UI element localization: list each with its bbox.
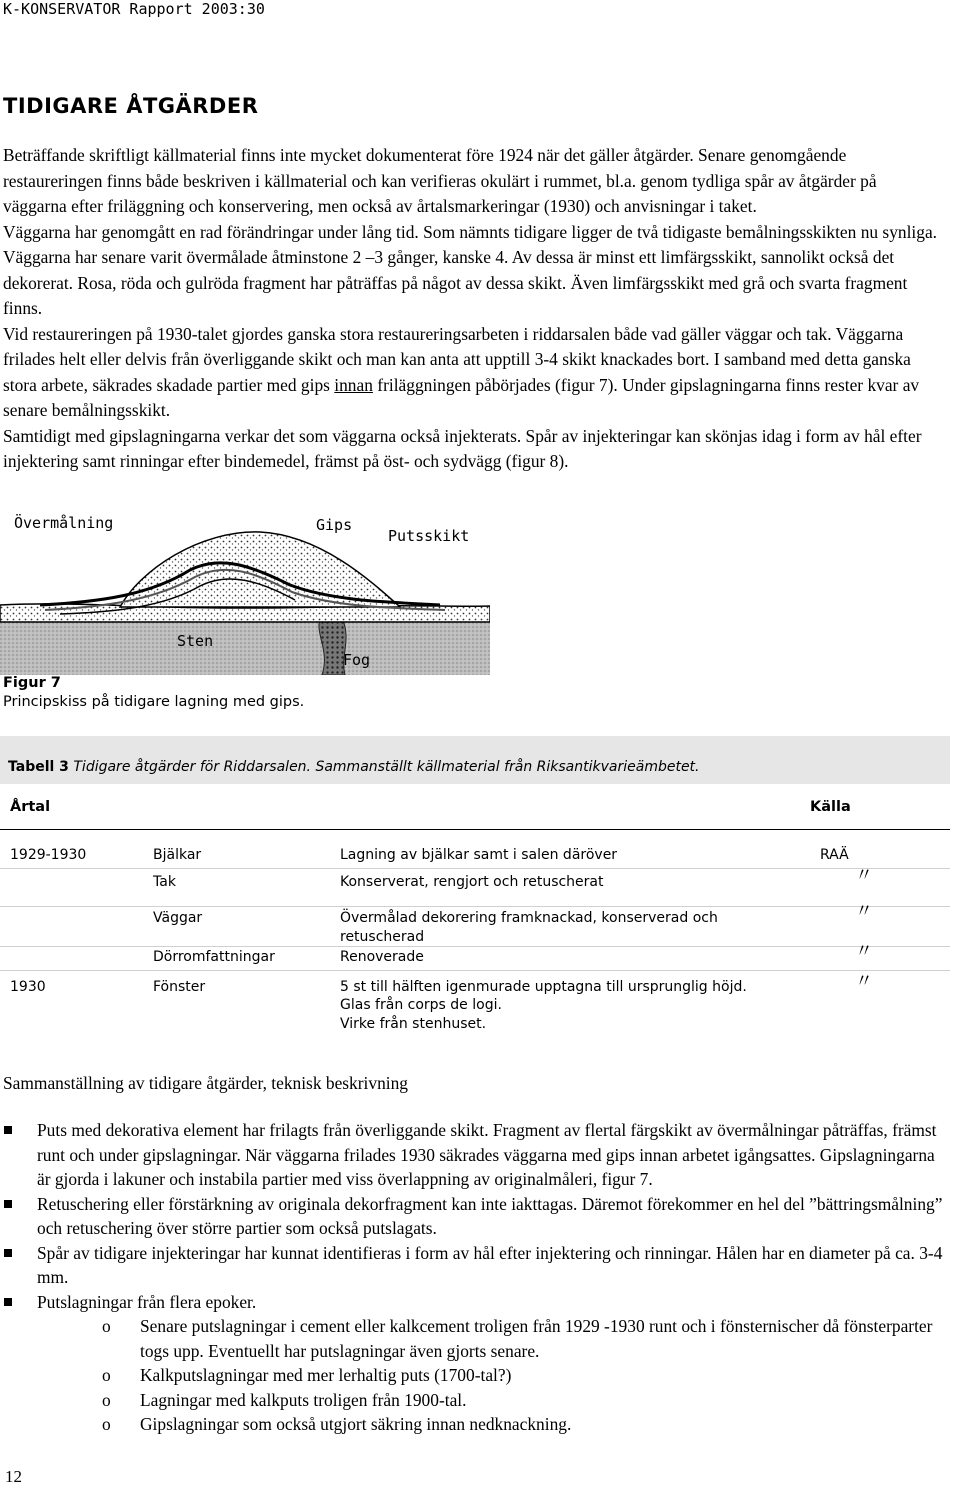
table-row-5-part: Fönster bbox=[153, 979, 206, 995]
sub-list-item bbox=[3, 1363, 948, 1388]
label-putsskikt: Putsskikt bbox=[388, 527, 470, 545]
label-overpaint: Övermålning bbox=[14, 514, 114, 532]
table-row-2-desc: Konserverat, rengjort och retuscherat bbox=[340, 874, 604, 890]
table-row-1-part: Bjälkar bbox=[153, 847, 202, 863]
summary-heading: Sammanställning av tidigare åtgärder, teknisk beskrivning bbox=[3, 1073, 408, 1093]
square-bullet-icon bbox=[4, 1249, 12, 1257]
circle-bullet-icon: o bbox=[102, 1365, 111, 1385]
intro-paragraph-4: Samtidigt med gipslagningarna verkar det som väggarna också injekterats. Spår av injekteringar kan skönjas idag i form av hål efter injektering samt rinningar efter bindemedel, främst på öst- och sydvägg (figur 8). bbox=[3, 425, 922, 471]
table-row-2-part: Tak bbox=[153, 874, 176, 890]
list-item-text: Putslagningar från flera epoker. bbox=[37, 1291, 257, 1312]
list-item bbox=[3, 1192, 948, 1241]
table-row-1-desc: Lagning av bjälkar samt i salen däröver bbox=[340, 847, 618, 863]
intro-paragraph-2: Väggarna har genomgått en rad förändringar under lång tid. Som nämnts tidigare ligger de två tidigaste bemålningsskikten nu synliga. Väggarna har senare varit övermålade åtminstone 2 –3 gånger, kanske 4. Av dessa är minst ett limfärgsskikt, sannolikt också det dekorerat. Rosa, röda och gulröda fragment har påträffas på något av dessa skikt. Även limfärgsskikt med grå och svarta fragment finns. bbox=[3, 221, 938, 318]
table-row-3-desc-2: retuscherad bbox=[340, 929, 425, 945]
list-item bbox=[3, 1290, 948, 1315]
table-row-3-desc: Övermålad dekorering framknackad, konserverad och bbox=[340, 910, 718, 926]
section-title: TIDIGARE ÅTGÄRDER bbox=[3, 94, 259, 118]
table-header-rule bbox=[0, 829, 950, 830]
summary-list bbox=[3, 1118, 948, 1437]
table-row-1-year: 1929-1930 bbox=[10, 847, 87, 863]
intro-paragraph-3 bbox=[3, 322, 943, 424]
sub-list-item bbox=[3, 1314, 948, 1363]
figure-caption bbox=[3, 674, 304, 712]
list-item-text: Retuschering eller förstärkning av originala dekorfragment kan inte iakttagas. Däremot förekommer en hel del ”bättringsmålning” och retuschering över större partier som också putslagats. bbox=[37, 1193, 943, 1238]
table-row-1-source: RAÄ bbox=[820, 847, 849, 863]
table-row-sep bbox=[0, 946, 950, 947]
table-row-5-desc: 5 st till hälften igenmurade upptagna till ursprunglig höjd. bbox=[340, 979, 747, 995]
square-bullet-icon bbox=[4, 1200, 12, 1208]
sub-list-item-text: Kalkputslagningar med mer lerhaltig puts (1700-tal?) bbox=[140, 1365, 512, 1385]
circle-bullet-icon: o bbox=[102, 1414, 111, 1434]
stone-layer bbox=[0, 620, 490, 675]
sub-list-item-text: Lagningar med kalkputs troligen från 1900-tal. bbox=[140, 1389, 467, 1410]
table-row-5-desc-2: Glas från corps de logi. bbox=[340, 997, 502, 1013]
table-row-4-part: Dörromfattningar bbox=[153, 949, 275, 965]
intro-p3-end: friläggningen påbörjades (figur 7). Under gipslagningarna finns rester kvar av senare bemålningsskikt. bbox=[3, 374, 920, 420]
intro-p3-underlined: innan bbox=[334, 374, 373, 395]
table-row-4-source: 〃 bbox=[855, 941, 873, 962]
figure-caption-label: Figur 7 bbox=[3, 675, 61, 691]
table-caption-text: Tidigare åtgärder för Riddarsalen. Sammanställt källmaterial från Riksantikvarieämbetet. bbox=[73, 759, 700, 775]
list-item bbox=[3, 1118, 948, 1192]
square-bullet-icon bbox=[4, 1298, 12, 1306]
table-row-sep bbox=[0, 868, 950, 869]
table-row-5-source: 〃 bbox=[855, 971, 873, 992]
sub-list-item bbox=[3, 1388, 948, 1413]
table-row-3-part: Väggar bbox=[153, 910, 203, 926]
table-row-3-source: 〃 bbox=[855, 901, 873, 922]
circle-bullet-icon: o bbox=[102, 1389, 111, 1410]
sub-list-item bbox=[3, 1412, 948, 1437]
table-row-4-desc: Renoverade bbox=[340, 949, 424, 965]
report-header: K-KONSERVATOR Rapport 2003:30 bbox=[3, 0, 265, 18]
gypsum-mound bbox=[120, 532, 400, 607]
list-item bbox=[3, 1241, 948, 1290]
table-col-year: Årtal bbox=[10, 799, 51, 815]
sub-list-item-text: Gipslagningar som också utgjort säkring innan nedknackning. bbox=[140, 1414, 572, 1434]
label-fog: Fog bbox=[343, 651, 371, 669]
sub-list-item-text: Senare putslagningar i cement eller kalkcement troligen från 1929 -1930 runt och i fönsternischer då fönsterparter togs upp. Eventuellt har putslagningar även gjorts senare. bbox=[140, 1316, 933, 1361]
list-item-text: Puts med dekorativa element har frilagts från överliggande skikt. Fragment av flertal färgskikt av övermålningar påträffas, främst runt och under gipslagningar. När väggarna frilades 1930 säkrades väggarna med gips innan arbetet igångsattes. Gipslagningarna är gjorda i lakuner och instabila partier med viss överlappning av originalmåleri, figur 7. bbox=[37, 1120, 937, 1189]
table-row-5-year: 1930 bbox=[10, 979, 46, 995]
square-bullet-icon bbox=[4, 1126, 12, 1134]
table-caption-label: Tabell 3 bbox=[8, 759, 69, 775]
table-col-source: Källa bbox=[810, 799, 851, 815]
list-item-text: Spår av tidigare injekteringar har kunnat identifieras i form av hål efter injektering och rinningar. Hålen har en diameter på ca. 3-4 mm. bbox=[37, 1242, 943, 1287]
label-gips: Gips bbox=[316, 516, 353, 534]
table-row-sep bbox=[0, 970, 950, 971]
table-row-5-desc-3: Virke från stenhuset. bbox=[340, 1016, 487, 1032]
figure-7-sketch bbox=[0, 510, 490, 675]
measures-table bbox=[0, 736, 950, 784]
page-number: 12 bbox=[5, 1467, 22, 1486]
intro-p3-start: Vid restaureringen på 1930-talet gjordes ganska stora restaureringsarbeten i riddarsalen både vad gäller väggar och tak. Väggarna frilades helt eller delvis från överliggande skikt och man kan anta att upptill 3-4 skikt knackades bort. I samband med detta ganska stora arbete, säkrades skadade partier med gips bbox=[3, 323, 911, 395]
label-sten: Sten bbox=[177, 632, 214, 650]
intro-text bbox=[3, 143, 943, 475]
figure-caption-text: Principskiss på tidigare lagning med gips. bbox=[3, 694, 305, 710]
table-row-2-source: 〃 bbox=[855, 865, 873, 886]
table-caption bbox=[0, 736, 950, 784]
table-row-sep bbox=[0, 906, 950, 907]
circle-bullet-icon: o bbox=[102, 1316, 111, 1336]
intro-paragraph-1: Beträffande skriftligt källmaterial finns inte mycket dokumenterat före 1924 när det gäller åtgärder. Senare genomgående restaureringen finns både beskriven i källmaterial och kan verifieras okulärt i rummet, bl.a. genom tydliga spår av åtgärder på väggarna efter friläggning och konservering, men också av årtalsmarkeringar (1930) och anvisningar i taket. bbox=[3, 145, 877, 216]
